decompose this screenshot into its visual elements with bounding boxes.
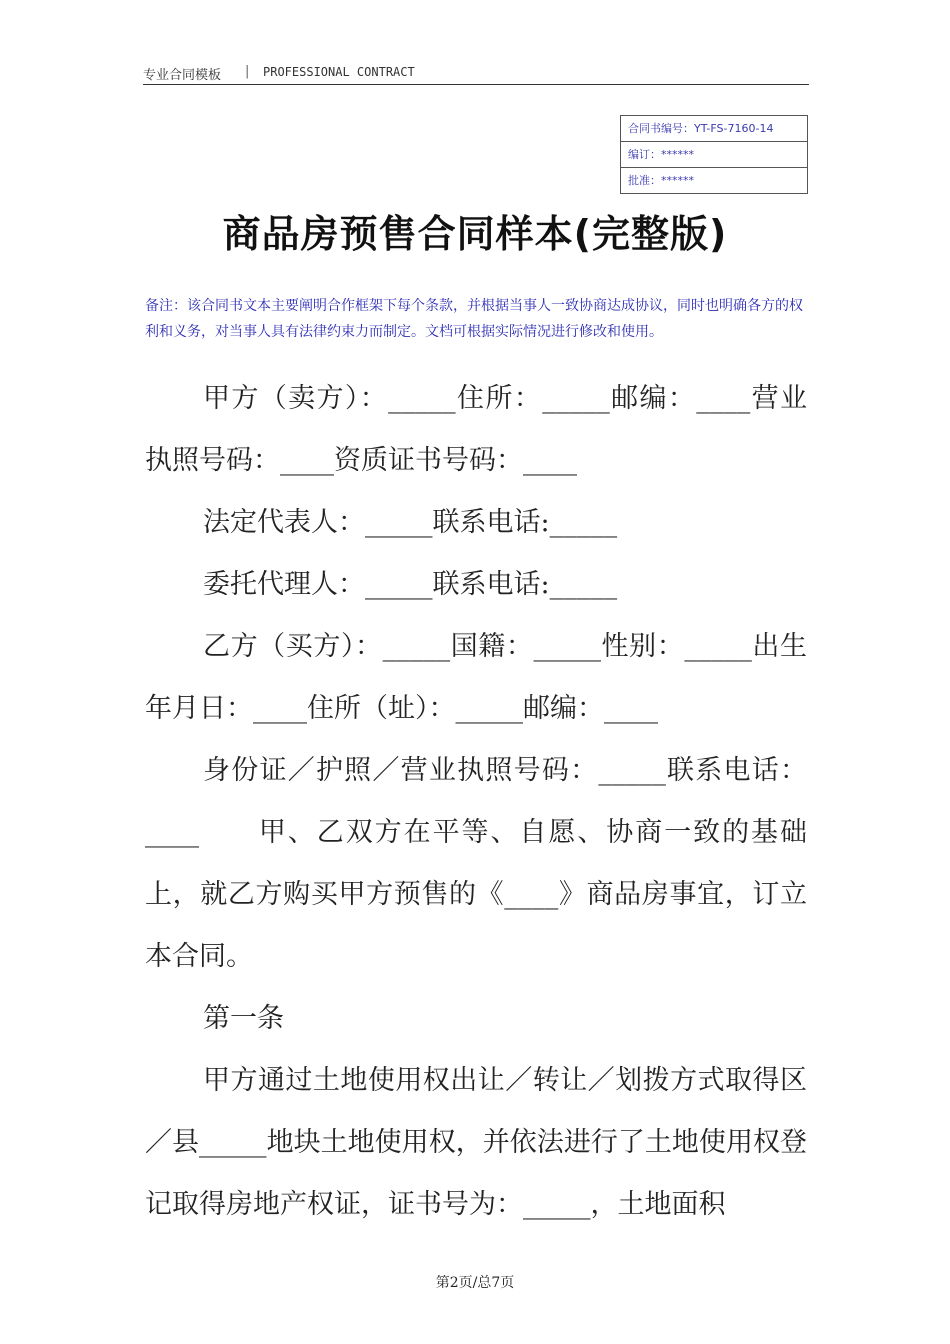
contract-body — [145, 368, 807, 1236]
page-header — [143, 64, 809, 85]
approved-by: 批准：****** — [628, 174, 694, 187]
compiled-by: 编订：****** — [621, 142, 807, 168]
article-one-paragraph: 甲方通过土地使用权出让／转让／划拨方式取得区／县_____地块土地使用权，并依法进行了土地使用权登记取得房地产权证，证书号为：_____，土地面积 — [145, 1065, 807, 1220]
authorized-agent-paragraph: 委托代理人：_____联系电话:_____ — [203, 569, 618, 600]
legal-representative-paragraph: 法定代表人：_____联系电话:_____ — [203, 507, 618, 538]
header-separator: | — [245, 64, 250, 79]
page-number: 第2页/总7页 — [435, 1275, 515, 1291]
contract-info-box — [620, 115, 808, 194]
contract-number: 合同书编号：YT-FS-7160-14 — [621, 116, 807, 142]
id-and-agreement-paragraph: 身份证／护照／营业执照号码：_____联系电话：____ 甲、乙双方在平等、自愿、协商一致的基础上，就乙方购买甲方预售的《____》商品房事宜，订立本合同。 — [145, 755, 807, 972]
header-right-text: PROFESSIONAL CONTRACT — [263, 65, 415, 79]
party-b-paragraph: 乙方（买方）：_____国籍：_____性别：_____出生年月日：____住所（址）：_____邮编：____ — [145, 631, 807, 724]
document-note: 备注：该合同书文本主要阐明合作框架下每个条款，并根据当事人一致协商达成协议，同时也明确各方的权利和义务，对当事人具有法律约束力而制定。文档可根据实际情况进行修改和使用。 — [145, 298, 803, 340]
article-one-heading: 第一条 — [203, 1003, 284, 1034]
header-left-text: 专业合同模板 — [143, 68, 222, 83]
party-a-paragraph: 甲方（卖方）：_____住所：_____邮编：____营业执照号码：____资质证书号码：____ — [145, 383, 807, 476]
document-title: 商品房预售合同样本(完整版) — [222, 212, 728, 256]
